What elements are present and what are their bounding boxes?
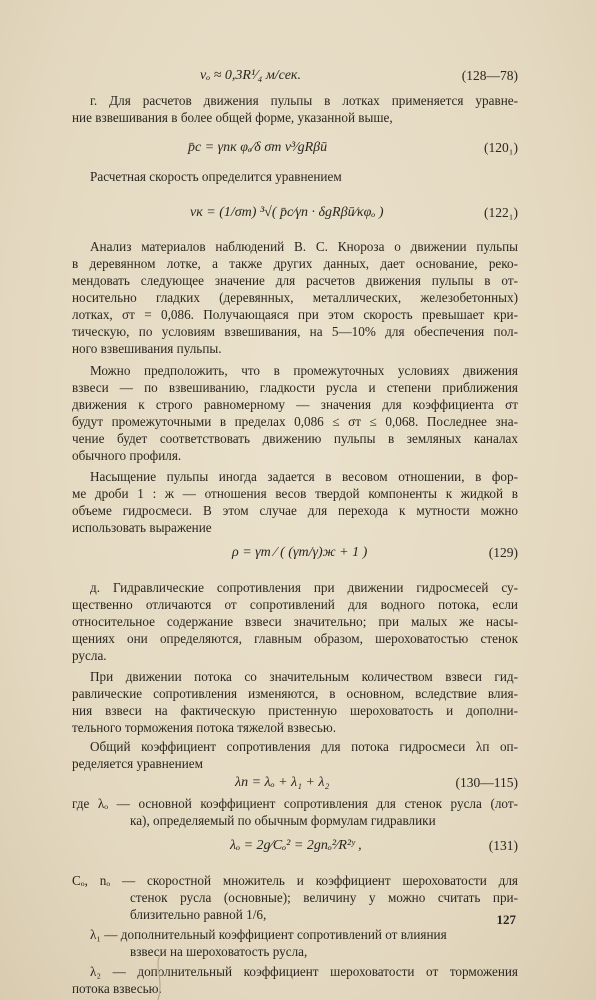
equation-129: ρ = γт ⁄ ( (γт/γ)ж + 1 )	[232, 545, 368, 560]
text-line: ние взвешивания в более общей форме, указанной выше,	[72, 110, 393, 125]
equation-122-1: vк = (1/σт) ³√( p̄c⁄γп · δgRβū⁄κφₒ )	[190, 205, 384, 220]
text-line: д. Гидравлические сопротивления при движении гидросмесей су-	[90, 580, 518, 595]
equation-number: (128—78)	[461, 68, 518, 83]
text-line: Общий коэффициент сопротивления для потока гидросмеси λп оп-	[90, 739, 518, 754]
equation-number: (129)	[488, 545, 518, 560]
text-line: Можно предположить, что в промежуточных условиях движения	[90, 363, 518, 378]
text-line: тическую, по условиям взвешивания, на 5—10% для обеспечения пол-	[72, 324, 518, 339]
text-line: При движении потока со значительным количеством взвеси гид-	[90, 669, 518, 684]
text-line: тельного торможения потока тяжелой взвесью.	[72, 720, 337, 735]
equation-120-1: p̄c = γпк φₒ⁄δ σт v³⁄gRβū	[188, 140, 328, 155]
text-line: лотках, σт = 0,086. Получающаяся при этом скорость превышает кри-	[72, 307, 518, 322]
text-line: использовать выражение	[72, 520, 212, 535]
equation-131: λₒ = 2g⁄Cₒ² = 2gnₒ²⁄R²ʸ ,	[230, 838, 362, 853]
equation-130-115: λп = λₒ + λ₁ + λ₂	[235, 775, 330, 790]
text-line: равлические сопротивления изменяются, в основном, вследствие влия-	[72, 686, 518, 701]
text-line: Расчетная скорость определится уравнением	[90, 169, 342, 184]
text-line: где λₒ — основной коэффициент сопротивления для стенок русла (лот-	[72, 796, 518, 811]
text-line: взвеси на шероховатость русла,	[130, 944, 308, 959]
text-line: объеме гидросмеси. В этом случае для перехода к мутности можно	[72, 503, 518, 518]
equation-number: (130—115)	[455, 775, 518, 790]
text-line: ка), определяемый по обычным формулам гидравлики	[130, 813, 436, 828]
text-line: ного взвешивания пульпы.	[72, 341, 222, 356]
text-line: взвеси — по взвешиванию, гладкости русла и степени приближения	[72, 380, 518, 395]
text-line: λ₁ — дополнительный коэффициент сопротивлений от влияния	[90, 927, 447, 942]
text-line: щественно отличаются от сопротивлений для водного потока, если	[72, 597, 518, 612]
text-line: Насыщение пульпы иногда задается в весовом отношении, в фор-	[90, 469, 518, 484]
text-line: носительно гладких (деревянных, металлических, железобетонных)	[72, 290, 518, 305]
text-line: г. Для расчетов движения пульпы в лотках применяется уравне-	[90, 93, 518, 108]
text-line: в деревянном лотке, а также других данных, дает основание, реко-	[72, 256, 518, 271]
text-line: ме дроби 1 : ж — отношения весов твердой компоненты к жидкой в	[72, 486, 518, 501]
text-line: стенок русла (основные); величину y можно считать при-	[130, 890, 518, 905]
text-line: мендовать следующее значение для расчетов движения пульпы в от-	[72, 273, 518, 288]
text-line: Анализ материалов наблюдений В. С. Кнороза о движении пульпы	[90, 239, 518, 254]
text-line: щениях они определяются, главным образом, шероховатостью стенок	[72, 631, 518, 646]
text-line: Cₒ, nₒ — скоростной множитель и коэффициент шероховатости для	[72, 873, 518, 888]
text-line: обычного профиля.	[72, 448, 182, 463]
text-line: движения к строго равномерному — значения для коэффициента σт	[72, 397, 518, 412]
text-line: русла.	[72, 648, 107, 663]
text-line: ния взвеси на фактическую пристенную шероховатость и дополни-	[72, 703, 518, 718]
text-line: относительное содержание взвеси значительно; при малых же насы-	[72, 614, 518, 629]
text-line: потока взвесью.	[72, 981, 162, 996]
page-number: 127	[496, 912, 516, 927]
text-line: близительно равной 1/6,	[130, 907, 267, 922]
equation-number: (122₁)	[484, 205, 518, 220]
page-crease	[150, 955, 170, 1000]
text-line: чение будет соответствовать движению пульпы в земляных каналах	[72, 431, 518, 446]
text-line: будут промежуточными в пределах 0,086 ≤ σт ≤ 0,068. Последнее зна-	[72, 414, 518, 429]
text-line: λ₂ — дополнительный коэффициент шероховатости от торможения	[90, 964, 518, 979]
equation-number: (131)	[488, 838, 518, 853]
equation-number: (120₁)	[484, 140, 518, 155]
equation-128-78: vₒ ≈ 0,3R¹⁄₄ м/сек.	[200, 68, 301, 83]
text-line: ределяется уравнением	[72, 756, 203, 771]
